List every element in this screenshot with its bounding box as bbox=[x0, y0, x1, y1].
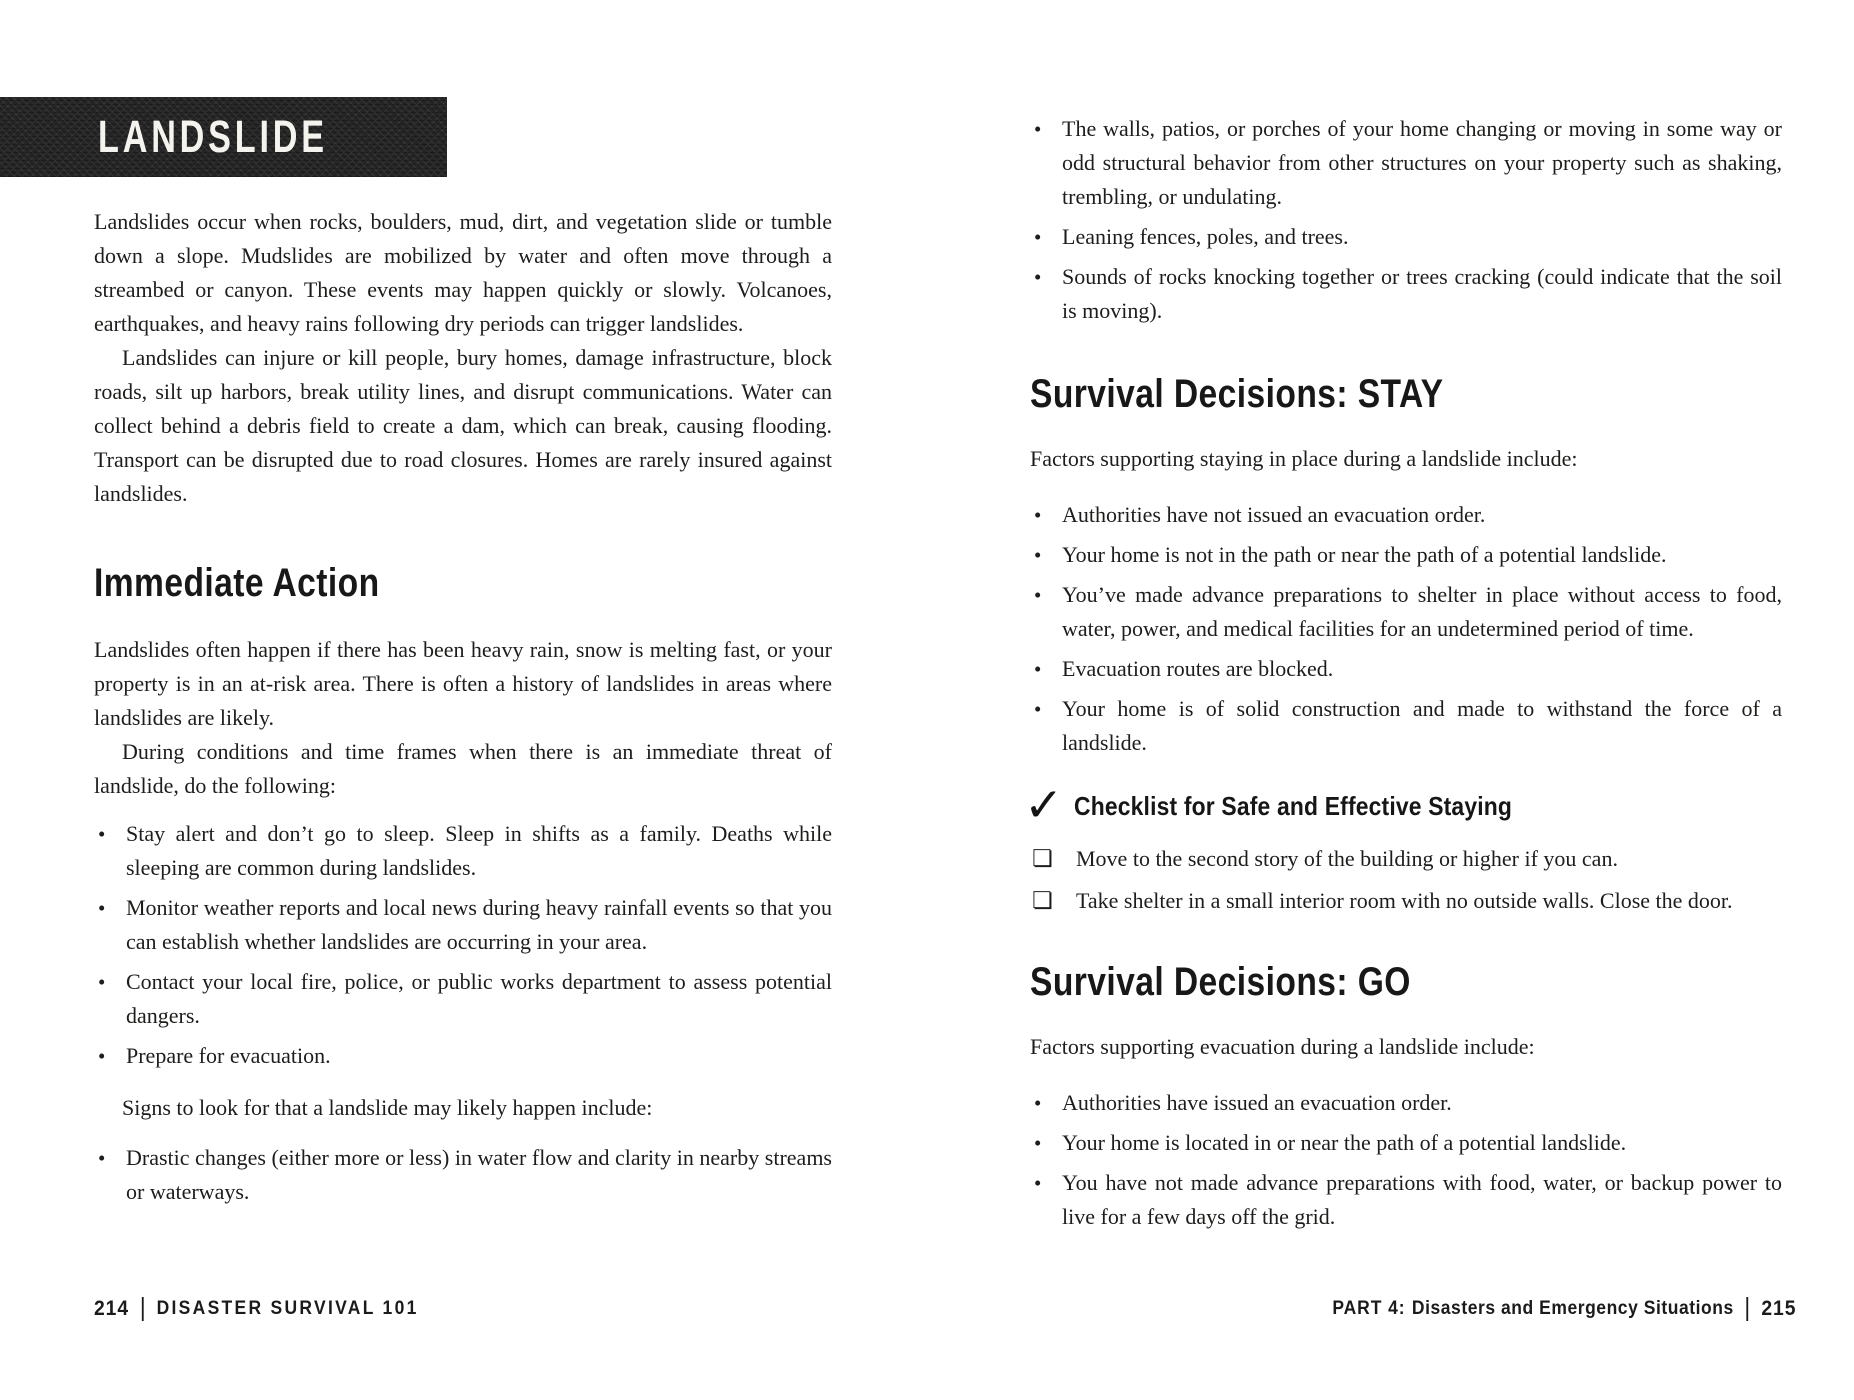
bullet-icon: • bbox=[1034, 657, 1042, 681]
list-item-text: Authorities have issued an evacuation order. bbox=[1062, 1090, 1452, 1115]
list-item-text: Your home is located in or near the path of a potential landslide. bbox=[1062, 1130, 1627, 1155]
bullet-icon: • bbox=[1034, 1171, 1042, 1195]
list-item-text: You have not made advance preparations with food, water, or backup power to live for a few days off the grid. bbox=[1062, 1170, 1782, 1229]
section-heading-survival-go: Survival Decisions: GO bbox=[1030, 960, 1411, 1004]
checkmark-icon: ✓ bbox=[1024, 778, 1064, 833]
list-item bbox=[1030, 538, 1782, 572]
go-bullet-list bbox=[1030, 1086, 1782, 1234]
list-item-text: The walls, patios, or porches of your home changing or moving in some way or odd structural behavior from other structures on your property such as shaking, trembling, or undulating. bbox=[1062, 116, 1782, 209]
intro-paragraph-2: Landslides can injure or kill people, bury homes, damage infrastructure, block roads, silt up harbors, break utility lines, and disrupt communications. Water can collect behind a debris field to create a dam, which can break, causing flooding. Transport can be disrupted due to road closures. Homes are rarely insured against landslides. bbox=[94, 345, 832, 506]
list-item bbox=[1030, 1126, 1782, 1160]
stay-bullet-list bbox=[1030, 498, 1782, 760]
left-page-content bbox=[94, 205, 832, 1215]
page-number: 214 bbox=[94, 1297, 130, 1320]
section-heading-survival-stay: Survival Decisions: STAY bbox=[1030, 372, 1444, 416]
page-footer-left bbox=[94, 1297, 419, 1321]
bullet-icon: • bbox=[1034, 1131, 1042, 1155]
checkbox-icon: ❏ bbox=[1032, 846, 1053, 872]
signs-bullet-list bbox=[94, 1141, 832, 1209]
list-item-text: Sounds of rocks knocking together or trees cracking (could indicate that the soil is moving). bbox=[1062, 264, 1782, 323]
bullet-icon: • bbox=[98, 822, 106, 846]
list-item bbox=[94, 817, 832, 885]
bullet-icon: • bbox=[1034, 583, 1042, 607]
signs-bullet-list-continued bbox=[1030, 112, 1782, 328]
list-item bbox=[1030, 260, 1782, 328]
page-footer-right bbox=[1332, 1297, 1796, 1321]
list-item-text: Leaning fences, poles, and trees. bbox=[1062, 224, 1349, 249]
list-item bbox=[1030, 692, 1782, 760]
checklist-item-text: Take shelter in a small interior room with no outside walls. Close the door. bbox=[1076, 888, 1733, 913]
book-title: DISASTER SURVIVAL 101 bbox=[156, 1298, 419, 1319]
immediate-action-paragraph-1: Landslides often happen if there has been heavy rain, snow is melting fast, or your property is in an at-risk area. There is often a history of landslides in areas where landslides are likely. bbox=[94, 637, 832, 730]
bullet-icon: • bbox=[1034, 1091, 1042, 1115]
bullet-icon: • bbox=[98, 1044, 106, 1068]
go-intro-paragraph: Factors supporting evacuation during a landslide include: bbox=[1030, 1034, 1535, 1059]
chapter-banner bbox=[0, 97, 447, 177]
list-item-text: Drastic changes (either more or less) in water flow and clarity in nearby streams or waterways. bbox=[126, 1145, 832, 1204]
bullet-icon: • bbox=[1034, 225, 1042, 249]
bullet-icon: • bbox=[98, 896, 106, 920]
section-heading-immediate-action: Immediate Action bbox=[94, 561, 380, 605]
bullet-icon: • bbox=[1034, 503, 1042, 527]
list-item-text: Monitor weather reports and local news during heavy rainfall events so that you can establish whether landslides are occurring in your area. bbox=[126, 895, 832, 954]
chapter-title: LANDSLIDE bbox=[98, 111, 328, 162]
footer-divider bbox=[142, 1297, 144, 1321]
stay-intro-paragraph: Factors supporting staying in place during a landslide include: bbox=[1030, 446, 1578, 471]
list-item-text: Authorities have not issued an evacuation order. bbox=[1062, 502, 1486, 527]
list-item bbox=[94, 1039, 832, 1073]
checklist-title: Checklist for Safe and Effective Staying bbox=[1074, 791, 1513, 821]
bullet-icon: • bbox=[1034, 543, 1042, 567]
list-item bbox=[1030, 112, 1782, 214]
list-item-text: Evacuation routes are blocked. bbox=[1062, 656, 1334, 681]
checklist-item-text: Move to the second story of the building or higher if you can. bbox=[1076, 846, 1618, 871]
list-item bbox=[1030, 498, 1782, 532]
list-item-text: Your home is not in the path or near the path of a potential landslide. bbox=[1062, 542, 1667, 567]
checklist-item bbox=[1030, 884, 1782, 918]
intro-paragraph-1: Landslides occur when rocks, boulders, mud, dirt, and vegetation slide or tumble down a slope. Mudslides are mobilized by water and often move through a streambed or canyon. These events may happen quickly or slowly. Volcanoes, earthquakes, and heavy rains following dry periods can trigger landslides. bbox=[94, 209, 832, 336]
list-item bbox=[1030, 220, 1782, 254]
list-item-text: Prepare for evacuation. bbox=[126, 1043, 331, 1068]
list-item bbox=[94, 1141, 832, 1209]
list-item-text: Contact your local fire, police, or public works department to assess potential dangers. bbox=[126, 969, 832, 1028]
bullet-icon: • bbox=[98, 970, 106, 994]
checklist-block bbox=[1024, 778, 1782, 918]
list-item bbox=[1030, 578, 1782, 646]
bullet-icon: • bbox=[1034, 697, 1042, 721]
list-item-text: You’ve made advance preparations to shelter in place without access to food, water, power, and medical facilities for an undetermined period of time. bbox=[1062, 582, 1782, 641]
part-title: Disasters and Emergency Situations bbox=[1411, 1298, 1734, 1319]
signs-intro-paragraph: Signs to look for that a landslide may likely happen include: bbox=[122, 1095, 653, 1120]
bullet-icon: • bbox=[1034, 265, 1042, 289]
checkbox-icon: ❏ bbox=[1032, 888, 1053, 914]
list-item-text: Stay alert and don’t go to sleep. Sleep in shifts as a family. Deaths while sleeping are common during landslides. bbox=[126, 821, 832, 880]
right-page-content bbox=[1024, 112, 1782, 1240]
bullet-icon: • bbox=[1034, 117, 1042, 141]
footer-divider bbox=[1746, 1297, 1748, 1321]
checklist-heading bbox=[1024, 778, 1782, 833]
list-item bbox=[94, 965, 832, 1033]
list-item bbox=[1030, 1166, 1782, 1234]
checklist-item bbox=[1030, 842, 1782, 876]
bullet-icon: • bbox=[98, 1146, 106, 1170]
immediate-action-bullet-list bbox=[94, 817, 832, 1073]
list-item bbox=[1030, 652, 1782, 686]
list-item bbox=[94, 891, 832, 959]
list-item-text: Your home is of solid construction and made to withstand the force of a landslide. bbox=[1062, 696, 1782, 755]
page-right bbox=[927, 0, 1854, 1400]
immediate-action-paragraph-2: During conditions and time frames when there is an immediate threat of landslide, do the following: bbox=[94, 739, 832, 798]
list-item bbox=[1030, 1086, 1782, 1120]
part-label: PART 4: bbox=[1331, 1298, 1406, 1319]
page-number: 215 bbox=[1760, 1297, 1796, 1320]
